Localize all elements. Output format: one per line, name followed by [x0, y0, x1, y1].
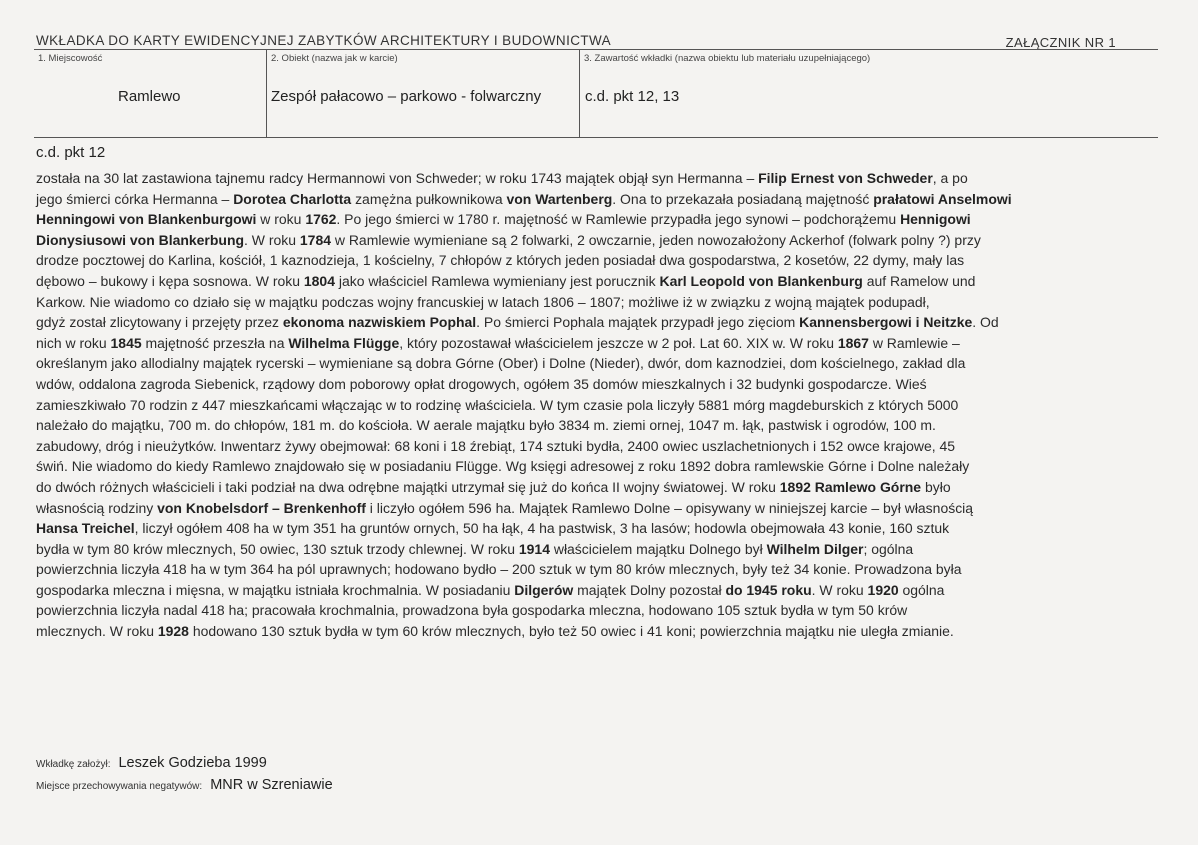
field-label: 3. Zawartość wkładki (nazwa obiektu lub materiału uzupełniającego): [584, 53, 871, 64]
text-run: ; ogólna: [863, 540, 914, 557]
footer-storage-value: MNR w Szreniawie: [210, 777, 333, 793]
text-run: Karkow. Nie wiadomo co działo się w majątku podczas wojny francuskiej w latach 1806 – 1807; możliwe iż w związku z wojną majątek podupadł,: [36, 293, 930, 310]
footer-author-label: Wkładkę założył:: [36, 759, 111, 770]
text-line: [36, 209, 1166, 230]
text-run: , a po: [932, 170, 968, 186]
text-run: w Ramlewie –: [868, 334, 960, 351]
text-line: [36, 539, 1166, 560]
text-line: [36, 230, 1166, 251]
field-content: [579, 50, 1159, 137]
text-run: i liczyło ogółem 596 ha. Majątek Ramlewo Dolne – opisywany w niniejszej karcie – był własnością: [365, 499, 974, 516]
bold-run: 1845: [110, 334, 142, 351]
text-run: majętność przeszła na: [141, 334, 289, 351]
bold-run: 1784: [299, 231, 331, 248]
bold-run: Kannensbergowi i Neitzke: [799, 314, 973, 331]
bold-run: do 1945 roku: [725, 581, 812, 598]
field-value: Zespół pałacowo – parkowo - folwarczny: [271, 88, 542, 105]
bold-run: 1762: [305, 211, 337, 228]
text-run: wdów, oddalona zagroda Siebenick, rządowy dom poborowy opłat drogowych, ogółem 35 domów mieszkalnych i 32 budynki gospodarcze. Wieś: [36, 375, 927, 392]
field-value: c.d. pkt 12, 13: [585, 88, 680, 105]
text-run: gospodarka mleczna i mięsna, w majątku istniała krochmalnia. W posiadaniu: [36, 581, 515, 598]
text-line: [36, 559, 1166, 580]
text-run: mlecznych. W roku: [36, 623, 158, 640]
bold-run: 1920: [867, 581, 899, 598]
field-locality: [34, 50, 266, 137]
text-run: własnością rodziny: [36, 499, 158, 516]
field-label: 1. Miejscowość: [38, 53, 103, 64]
text-run: auf Ramelow und: [862, 272, 976, 289]
text-run: zamężna pułkownikowa: [351, 190, 507, 207]
text-line: [36, 621, 1166, 642]
bold-run: von Wartenberg: [506, 190, 613, 207]
text-run: należało do majątku, 700 m. do chłopów, 181 m. do kościoła. W aerale majątku było 3834 m. ziemi ornej, 1047 m. łąk, pastwisk i ogrodów, 100 m.: [36, 417, 936, 434]
text-run: powierzchnia liczyła nadal 418 ha; pracowała krochmalnia, prowadzona była gospodarka mleczna, hodowano 105 sztuk bydła w tym 50 krów: [36, 602, 908, 619]
text-run: drodze pocztowej do Karlina, kościół, 1 kaznodzieja, 1 kościelny, 7 chłopów z których jeden posiadał dwa gospodarstwa, 2 kosetów, 22 dymy, mały las: [36, 252, 965, 269]
text-line: [36, 498, 1166, 519]
text-run: do dwóch różnych właścicieli i taki podział na dwa odrębne majątki utrzymał się już do końca II wojny światowej. W roku: [36, 478, 780, 495]
text-line: [36, 189, 1166, 210]
footer-author: [36, 755, 267, 771]
bold-run: Hennigowi: [900, 211, 971, 228]
text-run: w Ramlewie wymieniane są 2 folwarki, 2 owczarnie, jeden nowozałożony Ackerhof (folwark polny ?) przy: [330, 231, 981, 248]
text-line: [36, 353, 1166, 374]
header-fields-table: [34, 49, 1158, 138]
bold-run: Filip Ernest von Schweder: [758, 170, 933, 186]
text-run: jego śmierci córka Hermanna –: [36, 190, 234, 207]
footer-author-value: Leszek Godzieba 1999: [118, 755, 267, 771]
text-run: zamieszkiwało 70 rodzin z 447 mieszkańcami włączając w to rodzinę właściciela. W tym czasie pola liczyły 5881 mórg magdeburskich z których 5000: [36, 396, 959, 413]
text-run: jako właściciel Ramlewa wymieniany jest porucznik: [334, 272, 660, 289]
text-run: powierzchnia liczyła 418 ha w tym 364 ha pól uprawnych; hodowano bydło – 200 sztuk w tym 80 krów mlecznych, były też 34 konie. Prowadzona była: [36, 561, 962, 578]
bold-run: Dilgerów: [514, 581, 574, 598]
text-run: określanym jako allodialny majątek rycerski – wymieniane są dobra Górne (Ober) i Dolne (Nieder), dwór, dom kaznodziei, dom kościelnego, zakład dla: [36, 355, 966, 372]
text-run: . W roku: [811, 581, 868, 598]
body-text: [36, 168, 1166, 642]
text-run: . Po śmierci Pophala majątek przypadł jego zięciom: [476, 314, 800, 331]
text-run: . Po jego śmierci w 1780 r. majętność w Ramlewie przypadła jego synowi – podchorążemu: [336, 211, 901, 228]
bold-run: Dionysiusowi von Blankerbung: [36, 231, 245, 248]
text-line: [36, 250, 1166, 271]
text-run: . W roku: [244, 231, 300, 248]
text-run: . Od: [972, 314, 999, 331]
text-run: majątek Dolny pozostał: [573, 581, 726, 598]
text-run: , liczył ogółem 408 ha w tym 351 ha gruntów ornych, 50 ha łąk, 4 ha pastwisk, 3 ha lasów; hodowla obejmowała 43 konie, 160 sztuk: [134, 520, 950, 537]
field-value: Ramlewo: [118, 88, 181, 105]
text-run: bydła w tym 80 krów mlecznych, 50 owiec, 130 sztuk trzody chlewnej. W roku: [36, 540, 519, 557]
bold-run: 1804: [303, 272, 335, 289]
text-run: w roku: [256, 211, 306, 228]
bold-run: 1928: [157, 623, 189, 640]
text-run: , który pozostawał właścicielem jeszcze w 2 poł. Lat 60. XIX w. W roku: [399, 334, 838, 351]
text-line: [36, 333, 1166, 354]
footer-storage-label: Miejsce przechowywania negatywów:: [36, 781, 203, 792]
text-line: [36, 415, 1166, 436]
text-run: dębowo – bukowy i kępa sosnowa. W roku: [36, 272, 304, 289]
annex-number: ZAŁĄCZNIK NR 1: [1005, 35, 1116, 50]
footer-storage: [36, 777, 333, 793]
text-line: [36, 436, 1166, 457]
field-label: 2. Obiekt (nazwa jak w karcie): [271, 53, 398, 64]
text-run: było: [921, 478, 951, 495]
text-run: właścicielem majątku Dolnego był: [549, 540, 767, 557]
text-run: została na 30 lat zastawiona tajnemu radcy Hermannowi von Schweder; w roku 1743 majątek objął syn Hermanna –: [36, 170, 759, 186]
text-line: [36, 395, 1166, 416]
text-line: [36, 292, 1166, 313]
text-line: [36, 518, 1166, 539]
bold-run: Karl Leopold von Blankenburg: [659, 272, 863, 289]
text-run: gdyż został zlicytowany i przejęty przez: [36, 314, 283, 331]
text-line: [36, 168, 1166, 189]
document-title: WKŁADKA DO KARTY EWIDENCYJNEJ ZABYTKÓW ARCHITEKTURY I BUDOWNICTWA: [36, 33, 612, 48]
text-run: nich w roku: [36, 334, 111, 351]
field-object: [266, 50, 579, 137]
text-run: świń. Nie wiadomo do kiedy Ramlewo znajdowało się w posiadaniu Flügge. Wg księgi adresowej z roku 1892 dobra ramlewskie Górne i Dolne należały: [36, 458, 970, 475]
text-run: zabudowy, dróg i nieużytków. Inwentarz żywy obejmował: 68 koni i 18 źrebiąt, 174 sztuki bydła, 2400 owiec uszlachetnionych i 152 owce krajowe, 45: [36, 437, 956, 454]
bold-run: 1914: [518, 540, 550, 557]
bold-run: Henningowi von Blankenburgowi: [36, 211, 257, 228]
text-run: ogólna: [898, 581, 945, 598]
text-line: [36, 580, 1166, 601]
text-line: [36, 477, 1166, 498]
text-line: [36, 271, 1166, 292]
bold-run: Hansa Treichel: [36, 520, 135, 537]
bold-run: 1892 Ramlewo Górne: [779, 478, 922, 495]
text-run: hodowano 130 sztuk bydła w tym 60 krów mlecznych, było też 50 owiec i 41 koni; powierzchnia majątku nie uległa zmianie.: [188, 623, 954, 640]
section-reference: c.d. pkt 12: [36, 144, 106, 161]
text-line: [36, 374, 1166, 395]
bold-run: von Knobelsdorf – Brenkenhoff: [157, 499, 366, 516]
bold-run: Dorotea Charlotta: [233, 190, 352, 207]
text-line: [36, 312, 1166, 333]
text-line: [36, 600, 1166, 621]
text-line: [36, 456, 1166, 477]
bold-run: ekonoma nazwiskiem Pophal: [282, 314, 477, 331]
bold-run: 1867: [837, 334, 869, 351]
bold-run: Wilhelma Flügge: [288, 334, 400, 351]
text-run: . Ona to przekazała posiadaną majętność: [612, 190, 874, 207]
bold-run: Wilhelm Dilger: [766, 540, 864, 557]
bold-run: prałatowi Anselmowi: [873, 190, 1012, 207]
